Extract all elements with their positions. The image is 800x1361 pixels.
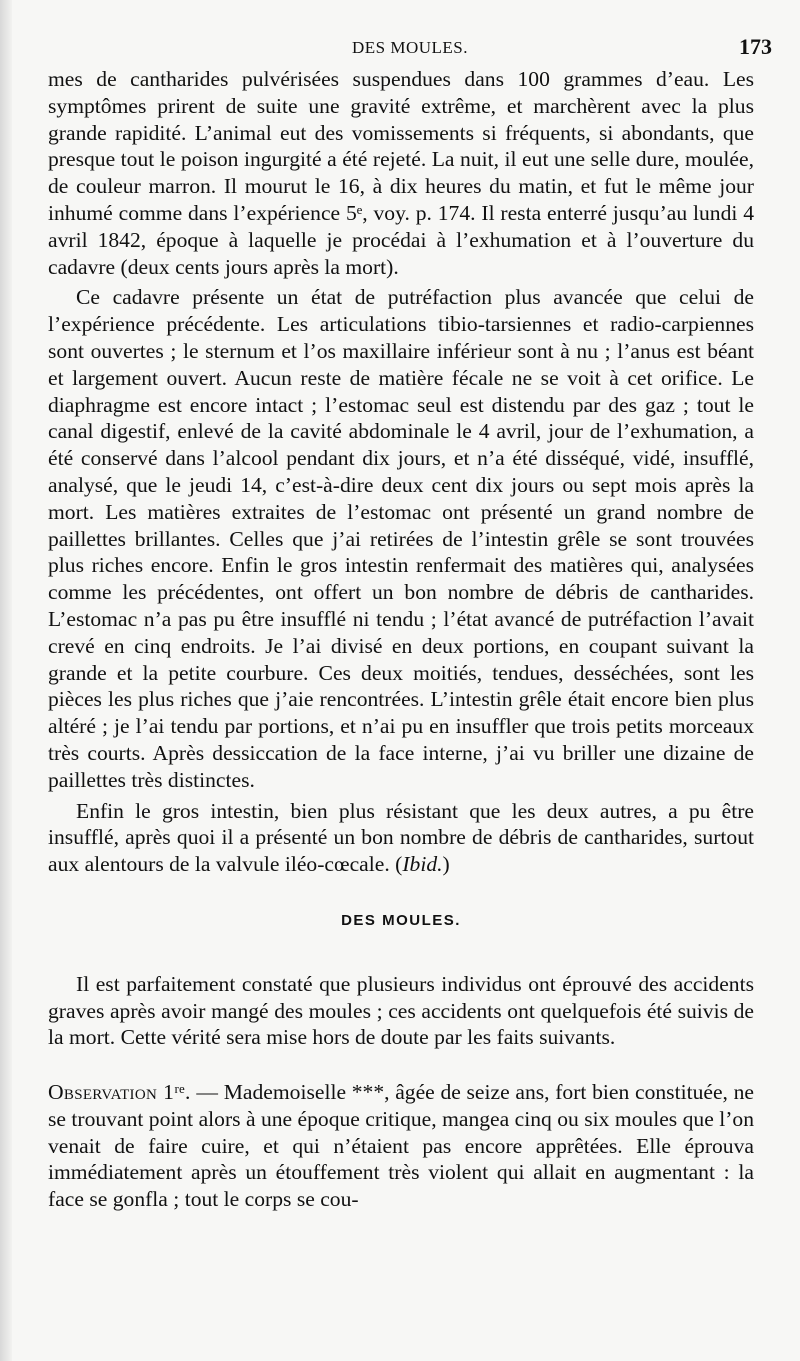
running-title: DES MOULES.: [351, 38, 468, 57]
page-number: 173: [739, 34, 772, 59]
running-head: [48, 34, 772, 66]
body-text: [48, 66, 754, 1213]
paragraph-intro-moules: Il est parfaitement constaté que plusieurs individus ont éprouvé des accidents graves après avoir mangé des moules ; ces accidents ont quelquefois été suivis de la mort. Cette vérité sera mise hors de doute par les faits suivants.: [48, 971, 754, 1050]
observation-label: Observation 1ʳᵉ.: [48, 1080, 191, 1105]
ibid-reference: Ibid.: [402, 852, 443, 877]
paragraph-continued: mes de cantharides pulvérisées suspendues dans 100 grammes d’eau. Les symptômes prirent de suite une gravité extrême, et marchèrent avec la plus grande rapidité. L’animal eut des vomissements si fréquents, si abondants, que presque tout le poison ingurgité a été rejeté. La nuit, il eut une selle dure, moulée, de couleur marron. Il mourut le 16, à dix heures du matin, et fut le même jour inhumé comme dans l’expérience 5ᵉ, voy. p. 174. Il resta enterré jusqu’au lundi 4 avril 1842, époque à laquelle je procédai à l’exhumation et à l’ouverture du cadavre (deux cents jours après la mort).: [48, 67, 754, 279]
paragraph-gros-intestin: [48, 798, 754, 878]
paragraph-cadaver: Ce cadavre présente un état de putréfaction plus avancée que celui de l’expérience précédente. Les articulations tibio-tarsiennes et radio-carpiennes sont ouvertes ; le sternum et l’os maxillaire inférieur sont à nu ; l’anus est béant et largement ouvert. Aucun reste de matière fécale ne se voit à cet orifice. Le diaphragme est encore intact ; l’estomac seul est distendu par des gaz ; tout le canal digestif, enlevé de la cavité abdominale le 4 avril, jour de l’exhumation, a été conservé dans l’alcool pendant dix jours, et n’a été disséqué, vidé, insufflé, analysé, que le jeudi 14, c’est-à-dire deux cent dix jours ou sept mois après la mort. Les matières extraites de l’estomac ont présenté un grand nombre de paillettes brillantes. Celles que j’ai retirées de l’intestin grêle se sont trouvées plus riches encore. Enfin le gros intestin renfermait des matières qui, analysées comme les précédentes, ont offert un bon nombre de débris de cantharides. L’estomac n’a pas pu être insufflé ni tendu ; l’état avancé de putréfaction l’avait crevé en cinq endroits. Je l’ai divisé en deux portions, en coupant suivant la grande et la petite courbure. Ces deux moitiés, tendues, desséchées, sont les pièces les plus riches que j’aie rencontrées. L’intestin grêle était encore bien plus altéré ; je l’ai tendu par portions, et n’ai pu en insuffler que trois petits morceaux très courts. Après dessiccation de la face interne, j’ai vu briller une dizaine de paillettes très distinctes.: [48, 285, 754, 792]
section-heading: DES MOULES.: [341, 911, 461, 929]
observation-text: — Mademoiselle ***, âgée de seize ans, fort bien constituée, ne se trouvant point alors à une époque critique, mangea cinq ou six moules que l’on venait de faire cuire, et qui n’étaient pas encore apprêtées. Elle éprouva immédiatement après un étouffement très violent qui allait en augmentant : la face se gonfla ; tout le corps se cou-: [48, 1080, 755, 1212]
observation-paragraph: [48, 1079, 754, 1213]
paragraph-gros-intestin-text: Enfin le gros intestin, bien plus résistant que les deux autres, a pu être insufflé, après quoi il a présenté un bon nombre de débris de cantharides, surtout aux alentours de la valvule iléo-cœcale. (: [48, 798, 754, 877]
paragraph-gros-intestin-close: ): [442, 852, 450, 877]
page-edge-shadow: [0, 0, 12, 1361]
